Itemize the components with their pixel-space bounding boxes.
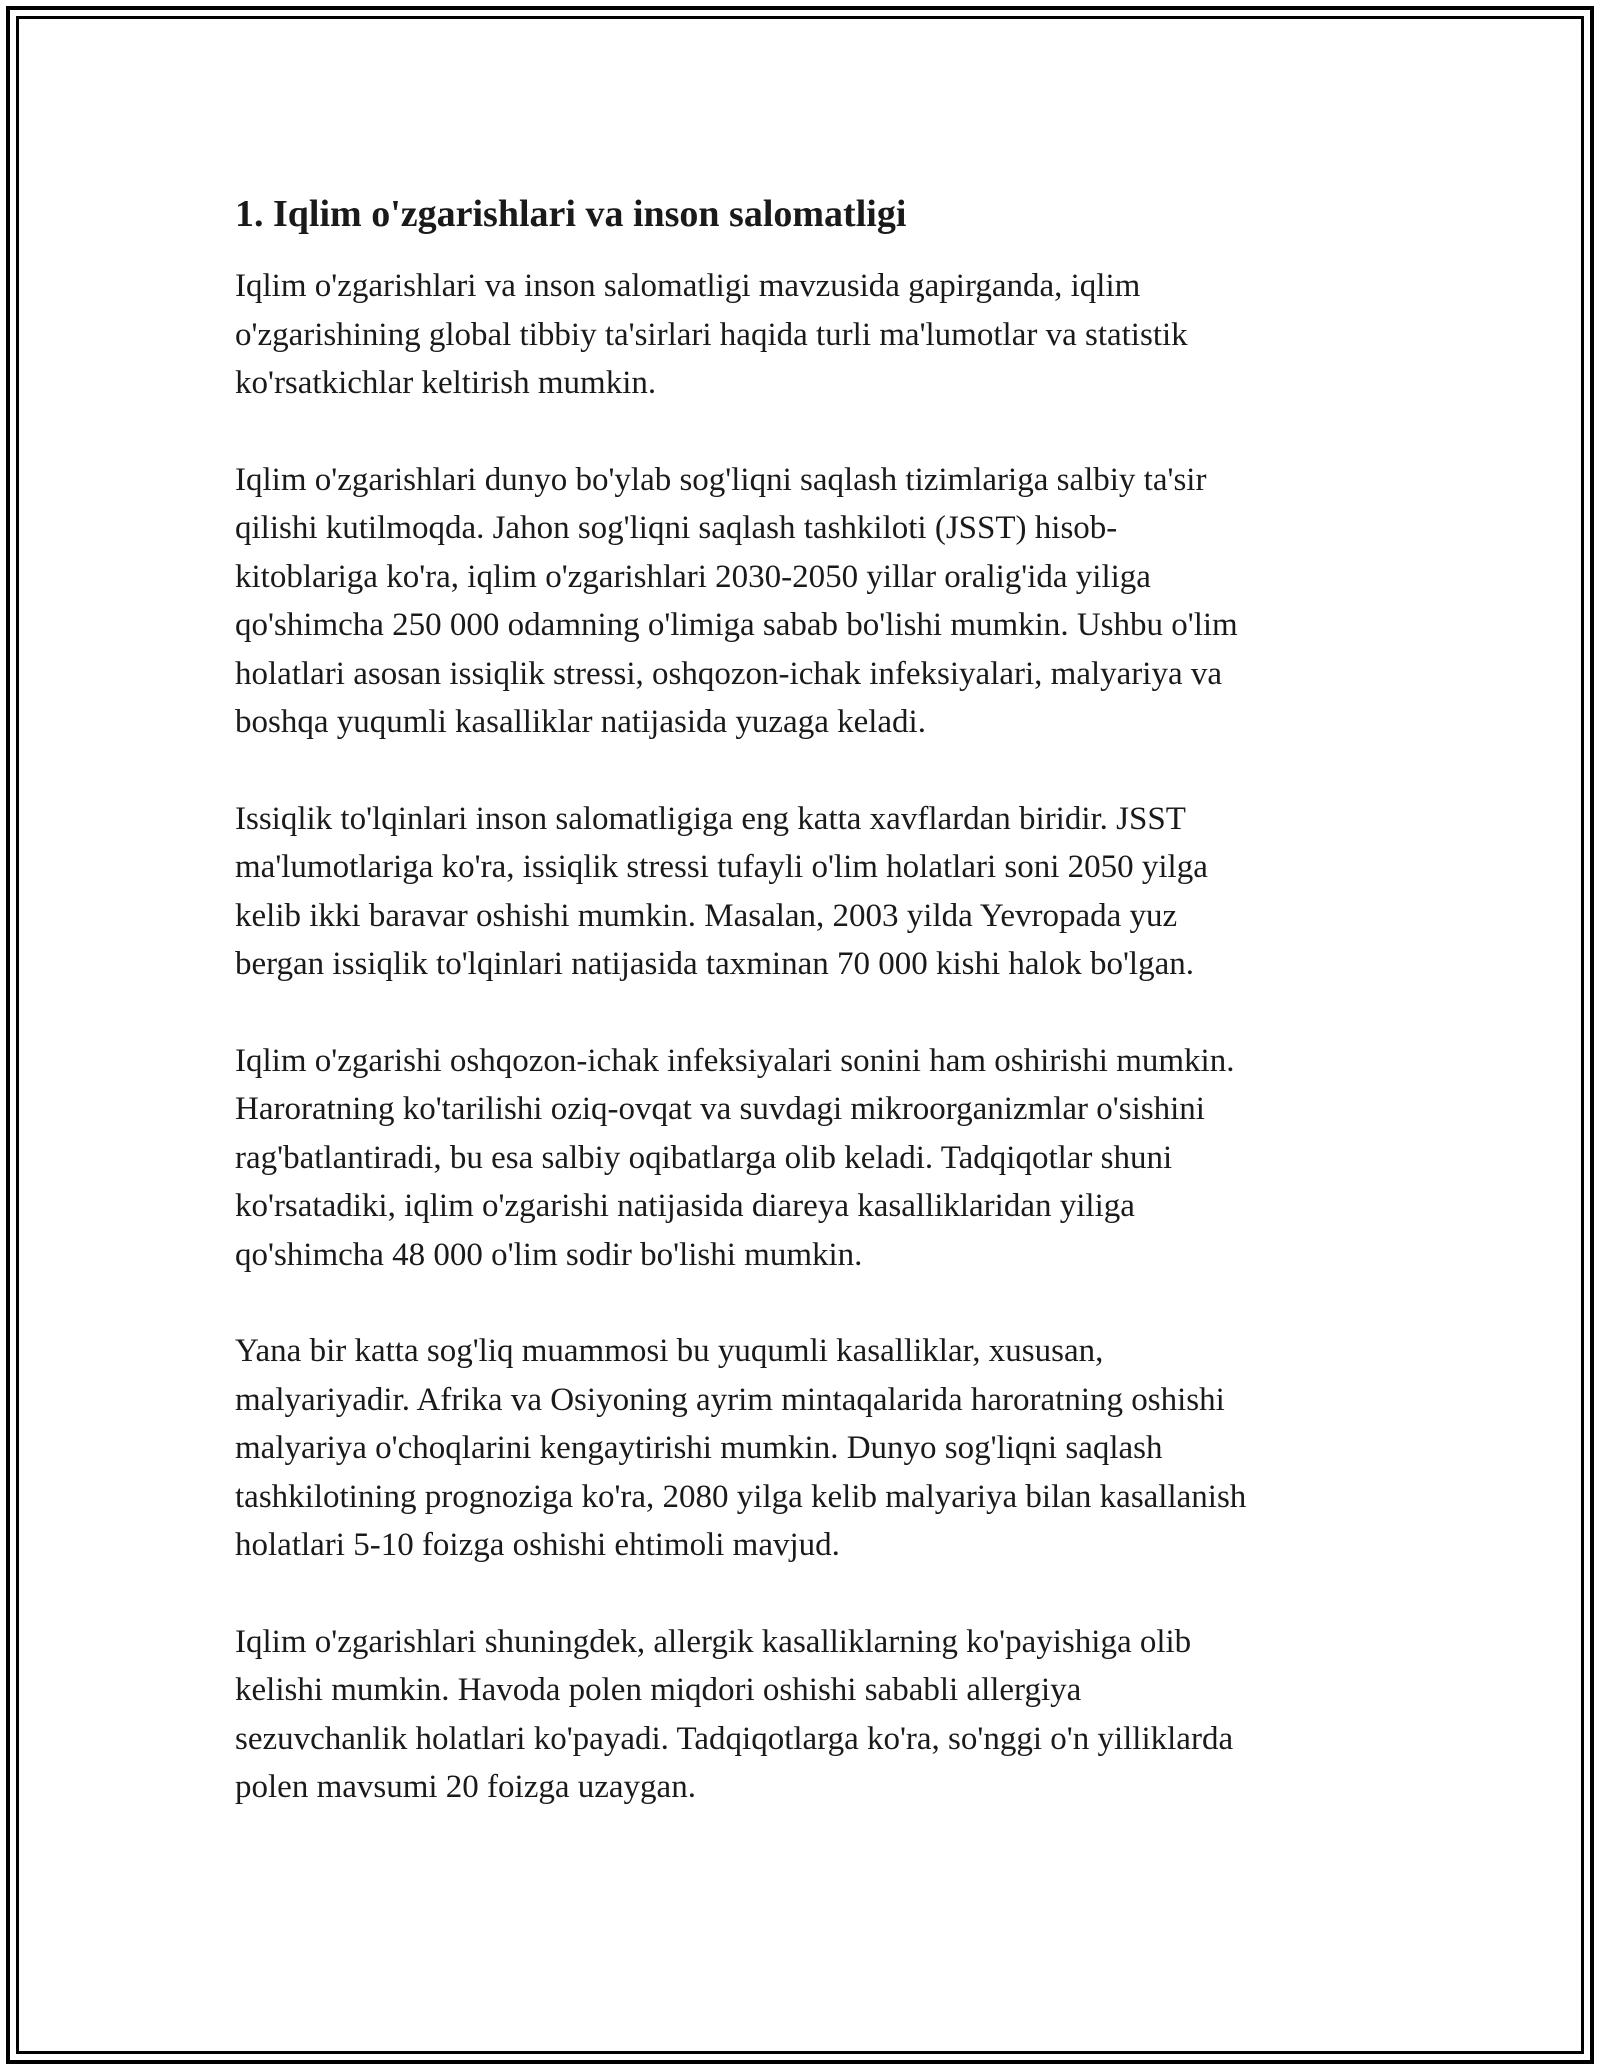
paragraph-allergies: Iqlim o'zgarishlari shuningdek, allergik kasalliklarning ko'payishiga olib kelishi mumkin. Havoda polen miqdori oshishi sababli allergiya sezuvchanlik holatlari ko'payadi. Tadqiqotlarga ko'ra, so'nggi o'n yilliklarda polen mavsumi 20 foizga uzaygan. [235,1623,1234,1805]
paragraph-health-systems: Iqlim o'zgarishlari dunyo bo'ylab sog'liqni saqlash tizimlariga salbiy ta'sir qilishi kutilmoqda. Jahon sog'liqni saqlash tashkiloti (JSST) hisob- kitoblariga ko'ra, iqlim o'zgarishlari 2030-2050 yillar oralig'ida yiliga qo'shimcha 250 000 odamning o'limiga sabab bo'lishi mumkin. Ushbu o'lim holatlari asosan issiqlik stressi, oshqozon-ichak infeksiyalari, malyariya va boshqa yuqumli kasalliklar natijasida yuzaga keladi. [235,461,1238,740]
section-heading: 1. Iqlim o'zgarishlari va inson salomatligi [235,193,907,235]
paragraph-malaria: Yana bir katta sog'liq muammosi bu yuqumli kasalliklar, xususan, malyariyadir. Afrika va Osiyoning ayrim mintaqalarida haroratning oshishi malyariya o'choqlarini kengaytirishi mumkin. Dunyo sog'liqni saqlash tashkilotining prognoziga ko'ra, 2080 yilga kelib malyariya bilan kasallanish holatlari 5-10 foizga oshishi ehtimoli mavjud. [235,1333,1247,1563]
document-body [235,186,1375,1860]
paragraph-gastro-infections: Iqlim o'zgarishi oshqozon-ichak infeksiyalari sonini ham oshirishi mumkin. Haroratning ko'tarilishi oziq-ovqat va suvdagi mikroorganizmlar o'sishini rag'batlantiradi, bu esa salbiy oqibatlarga olib keladi. Tadqiqotlar shuni ko'rsatadiki, iqlim o'zgarishi natijasida diareya kasalliklaridan yiliga qo'shimcha 48 000 o'lim sodir bo'lishi mumkin. [235,1042,1235,1273]
paragraph-intro: Iqlim o'zgarishlari va inson salomatligi mavzusida gapirganda, iqlim o'zgarishining global tibbiy ta'sirlari haqida turli ma'lumotlar va statistik ko'rsatkichlar keltirish mumkin. [235,268,1188,401]
paragraph-heat-waves: Issiqlik to'lqinlari inson salomatligiga eng katta xavflardan biridir. JSST ma'lumotlariga ko'ra, issiqlik stressi tufayli o'lim holatlari soni 2050 yilga kelib ikki baravar oshishi mumkin. Masalan, 2003 yilda Yevropada yuz bergan issiqlik to'lqinlari natijasida taxminan 70 000 kishi halok bo'lgan. [235,800,1208,982]
